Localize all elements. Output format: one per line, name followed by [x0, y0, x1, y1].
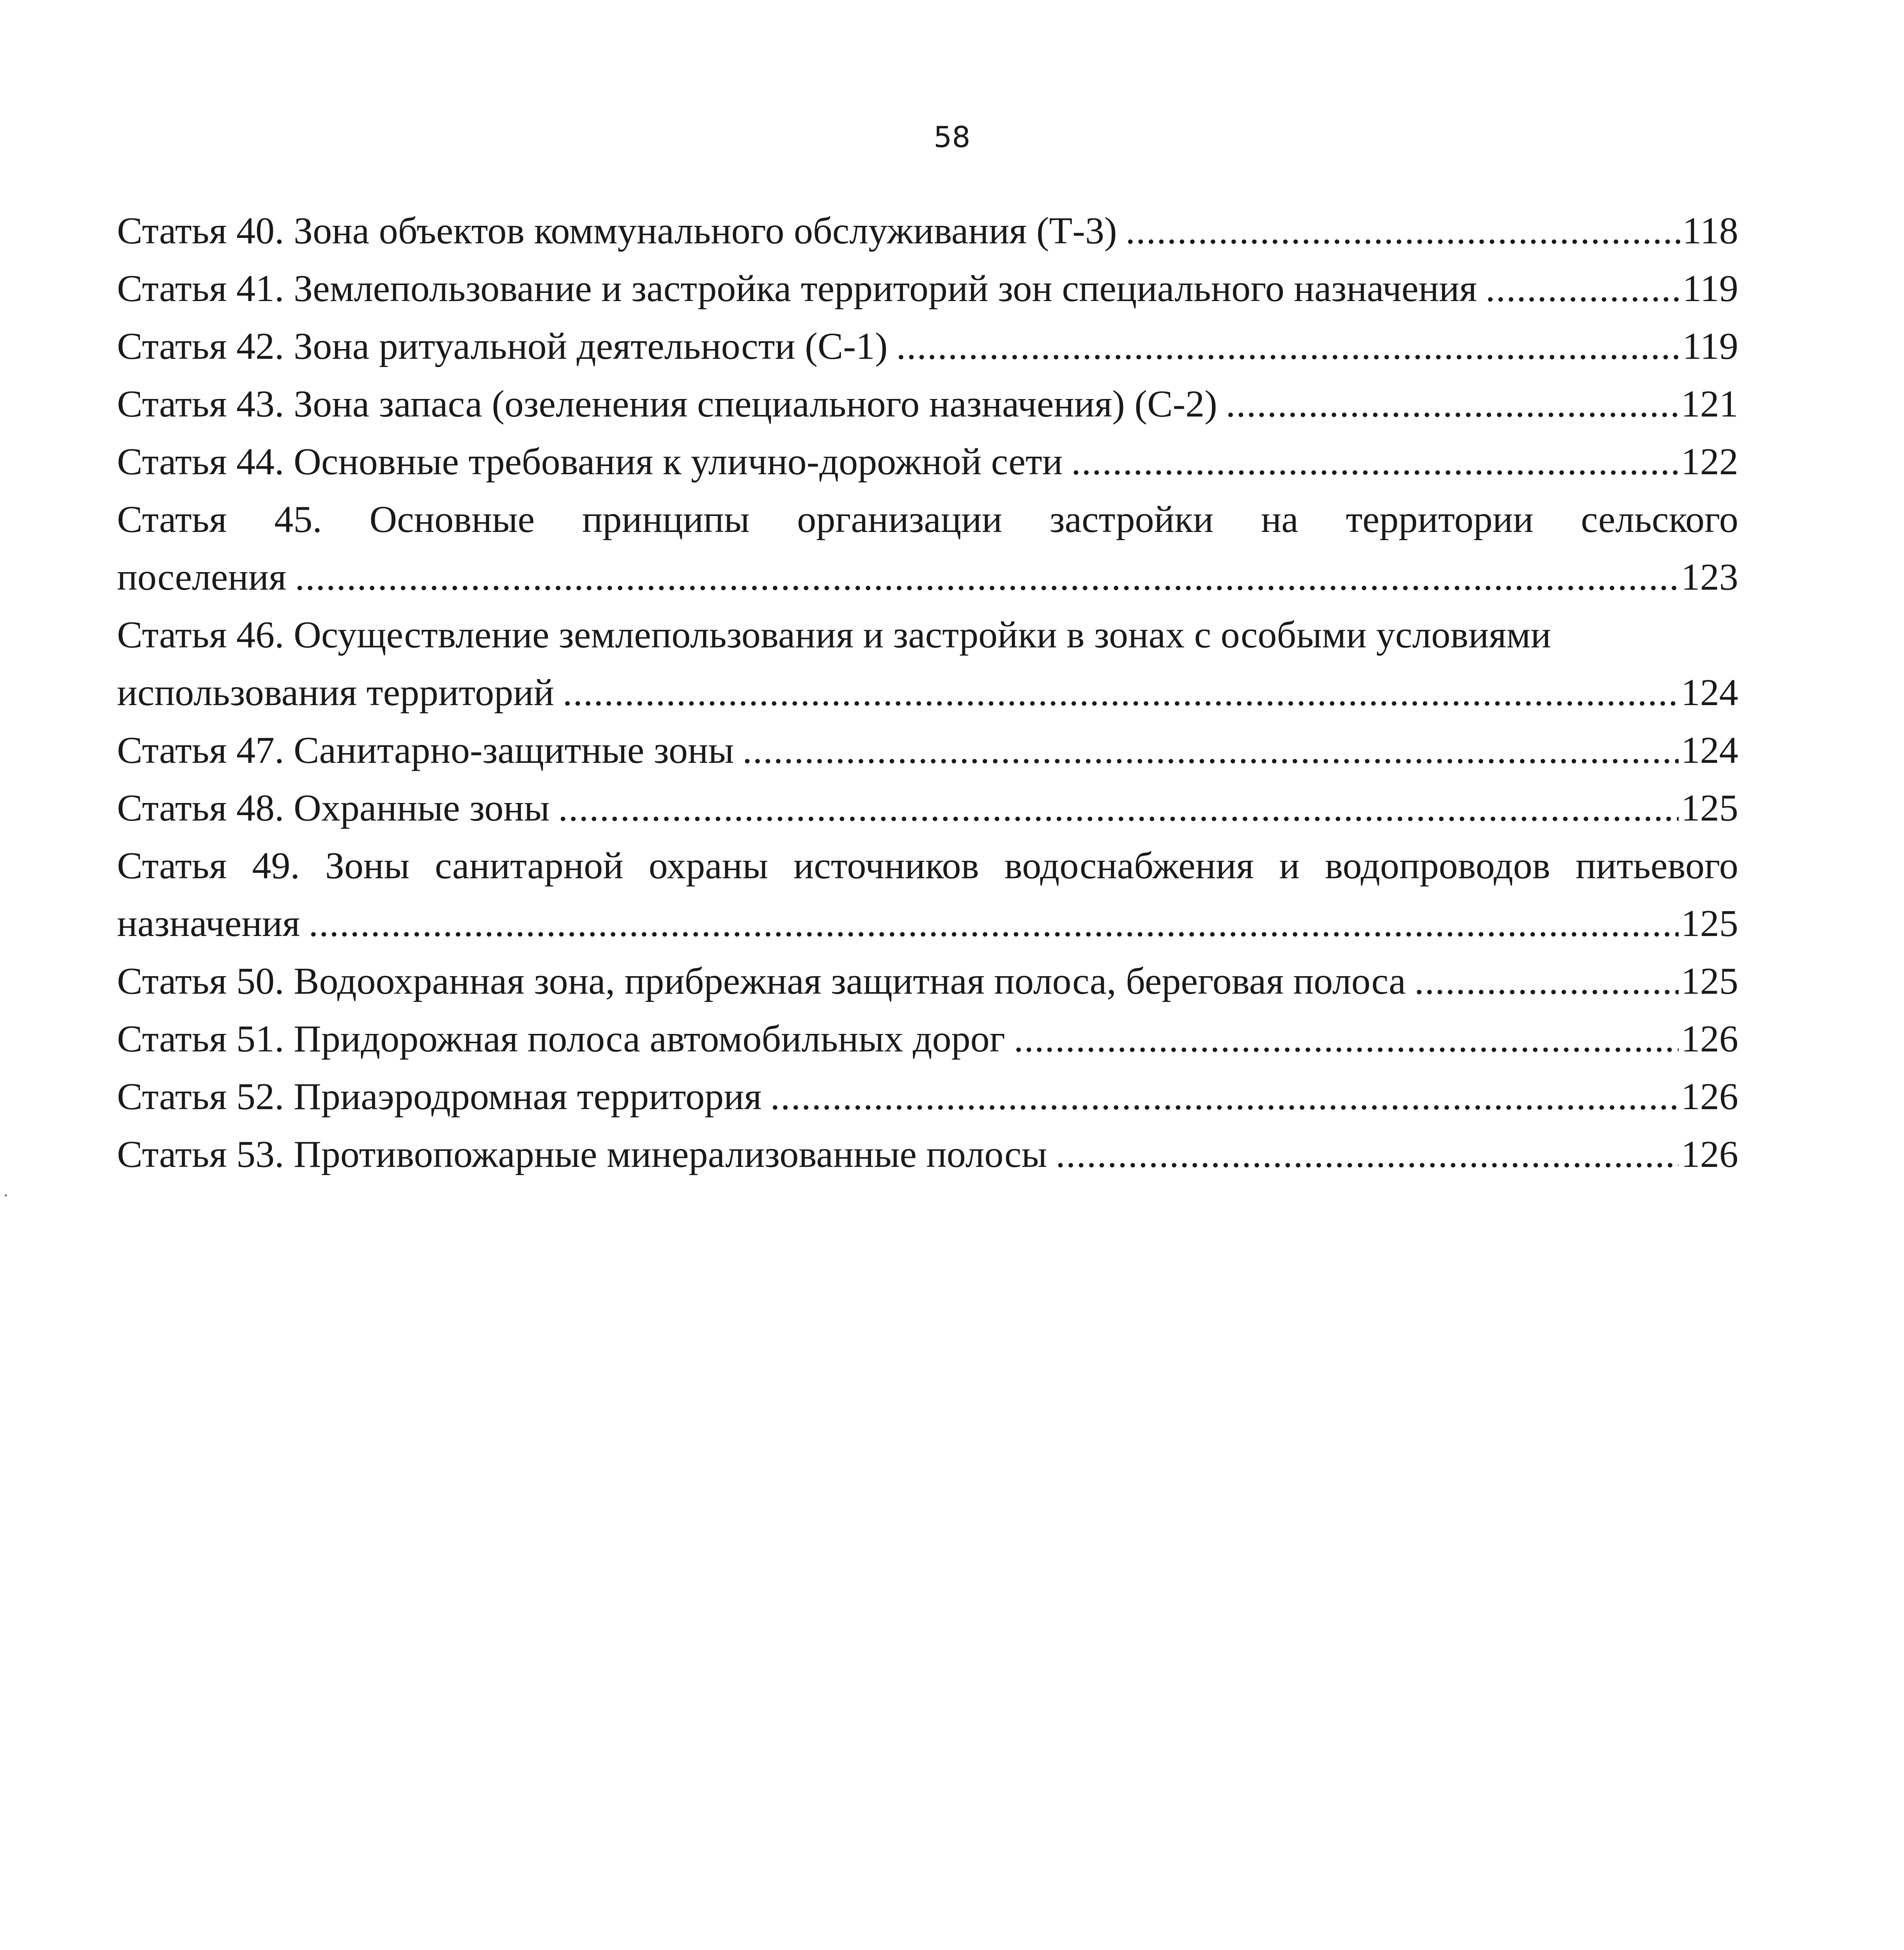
toc-entry-45[interactable]: [117, 491, 1738, 606]
dot-leader: [896, 317, 1680, 375]
dot-leader: [1014, 1010, 1679, 1068]
toc-entry-43[interactable]: [117, 375, 1738, 433]
dot-leader: [1056, 1126, 1679, 1183]
toc-page-number: 119: [1682, 325, 1738, 367]
dot-leader: [770, 1068, 1679, 1126]
toc-title: Статья 53. Противопожарные минерализованные полосы: [117, 1133, 1047, 1175]
toc-title: Статья 51. Придорожная полоса автомобильных дорог: [117, 1018, 1005, 1060]
toc-page-number: 118: [1682, 210, 1738, 252]
toc-title-line-2: использования территорий: [117, 672, 554, 714]
toc-title-line-1: Статья 45. Основные принципы организации застройки на территории сельского: [117, 498, 1738, 541]
toc-page-number: 126: [1681, 1133, 1738, 1175]
dot-leader: [1226, 375, 1679, 433]
dot-leader: [1071, 433, 1679, 491]
toc-title: Статья 42. Зона ритуальной деятельности (С-1): [117, 325, 888, 367]
toc-page-number: 124: [1681, 672, 1738, 714]
toc-title-line-2: назначения: [117, 902, 300, 945]
toc-entry-44[interactable]: [117, 433, 1738, 491]
toc-title: Статья 44. Основные требования к улично-дорожной сети: [117, 441, 1063, 483]
dot-leader: [742, 722, 1679, 779]
toc-entry-53[interactable]: [117, 1126, 1738, 1183]
toc-title: Статья 48. Охранные зоны: [117, 787, 550, 829]
toc-entry-49[interactable]: [117, 837, 1738, 952]
dot-leader: [308, 895, 1679, 952]
toc-entry-47[interactable]: [117, 722, 1738, 779]
toc-page-number: 119: [1682, 268, 1738, 310]
dot-leader: [563, 664, 1679, 722]
toc-title: Статья 50. Водоохранная зона, прибрежная защитная полоса, береговая полоса: [117, 960, 1406, 1002]
toc-entry-42[interactable]: [117, 317, 1738, 375]
dot-leader: [1414, 952, 1679, 1010]
toc-title: Статья 43. Зона запаса (озеленения специального назначения) (С-2): [117, 383, 1217, 425]
toc-entry-41[interactable]: [117, 260, 1738, 317]
toc-title-line-1: Статья 49. Зоны санитарной охраны источников водоснабжения и водопроводов питьевого: [117, 845, 1738, 887]
toc-title-line-1: Статья 46. Осуществление землепользования и застройки в зонах с особыми условиями: [117, 614, 1551, 656]
toc-entry-52[interactable]: [117, 1068, 1738, 1126]
toc-title: Статья 47. Санитарно-защитные зоны: [117, 729, 734, 771]
dot-leader: [558, 779, 1679, 837]
toc-entry-48[interactable]: [117, 779, 1738, 837]
scan-speck: [5, 1194, 7, 1197]
dot-leader: [1126, 202, 1680, 260]
toc-title: Статья 52. Приаэродромная территория: [117, 1076, 762, 1118]
toc-page-number: 125: [1681, 787, 1738, 829]
toc-entry-40[interactable]: [117, 202, 1738, 260]
dot-leader: [295, 548, 1679, 606]
toc-page-number: 125: [1681, 960, 1738, 1002]
toc-title-line-2: поселения: [117, 556, 287, 598]
page-number: 58: [933, 121, 971, 154]
toc-title: Статья 41. Землепользование и застройка территорий зон специального назначения: [117, 268, 1477, 310]
toc-page-number: 126: [1681, 1018, 1738, 1060]
toc-page-number: 126: [1681, 1076, 1738, 1118]
dot-leader: [1486, 260, 1680, 317]
toc-page-number: 125: [1681, 902, 1738, 945]
table-of-contents: [117, 202, 1738, 1183]
toc-page-number: 121: [1681, 383, 1738, 425]
toc-entry-51[interactable]: [117, 1010, 1738, 1068]
toc-page-number: 123: [1681, 556, 1738, 598]
toc-entry-50[interactable]: [117, 952, 1738, 1010]
toc-title: Статья 40. Зона объектов коммунального обслуживания (Т-3): [117, 210, 1117, 252]
toc-entry-46[interactable]: [117, 606, 1738, 722]
toc-page-number: 122: [1681, 441, 1738, 483]
toc-page-number: 124: [1681, 729, 1738, 771]
